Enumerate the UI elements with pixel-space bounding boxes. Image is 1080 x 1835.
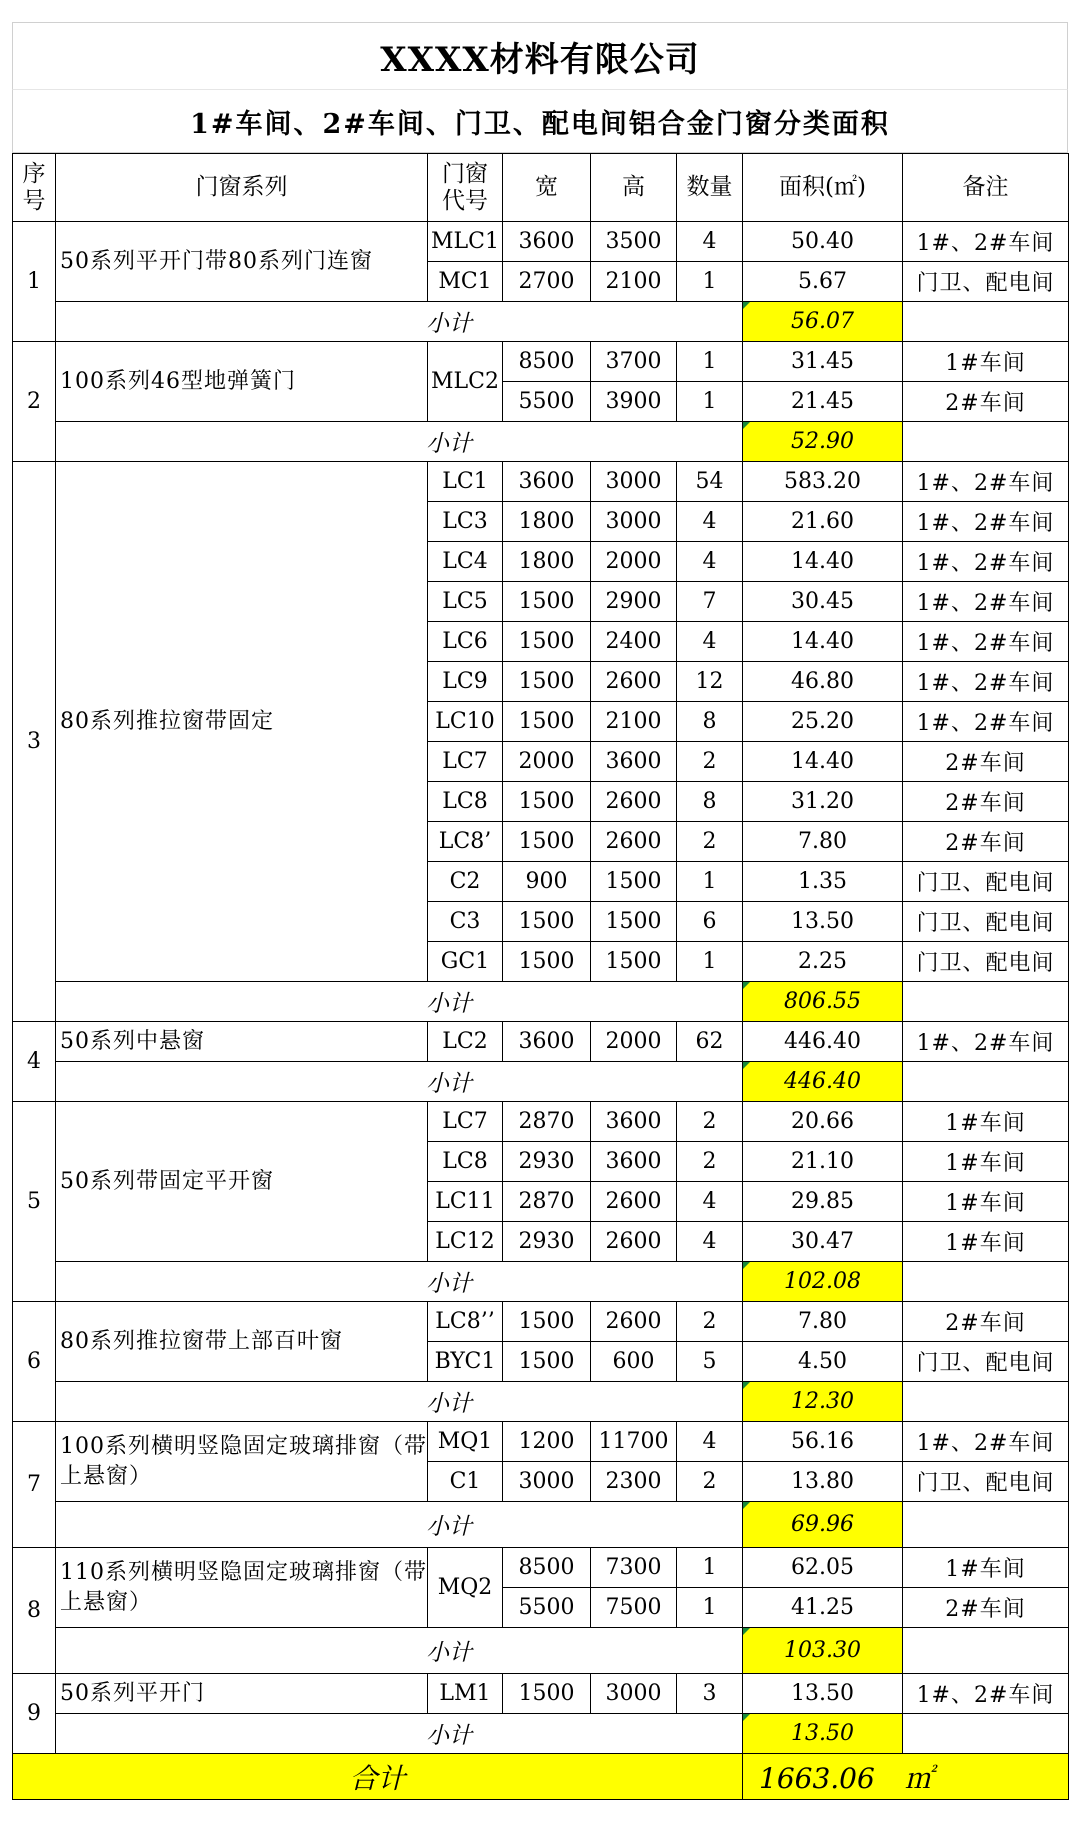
height-cell: 2400: [591, 622, 677, 662]
table-row: [13, 1674, 1069, 1714]
code-cell: LC8: [428, 782, 503, 822]
series-cell: 110系列横明竖隐固定玻璃排窗（带上悬窗）: [56, 1548, 428, 1628]
code-cell: LC5: [428, 582, 503, 622]
width-cell: 3000: [503, 1462, 591, 1502]
subtotal-label-cell: [56, 1628, 743, 1674]
width-cell: 8500: [503, 342, 591, 382]
area-cell: 20.66: [743, 1102, 903, 1142]
code-cell: LC12: [428, 1222, 503, 1262]
header-row: [13, 154, 1069, 222]
height-cell: 2900: [591, 582, 677, 622]
subtotal-value: 12.30: [743, 1382, 903, 1422]
note-cell: 2#车间: [903, 742, 1069, 782]
note-cell: 门卫、配电间: [903, 942, 1069, 982]
qty-cell: 8: [677, 702, 743, 742]
height-cell: 3000: [591, 462, 677, 502]
area-cell: 14.40: [743, 742, 903, 782]
qty-cell: 2: [677, 822, 743, 862]
note-cell: 1#、2#车间: [903, 702, 1069, 742]
subtotal-label: 小计: [426, 991, 472, 1017]
subtotal-value: 102.08: [743, 1262, 903, 1302]
height-cell: 1500: [591, 942, 677, 982]
code-cell: C1: [428, 1462, 503, 1502]
note-cell: 2#车间: [903, 382, 1069, 422]
height-cell: 7300: [591, 1548, 677, 1588]
note-cell: 门卫、配电间: [903, 902, 1069, 942]
header-qty: 数量: [677, 154, 743, 222]
qty-cell: 4: [677, 222, 743, 262]
series-cell: 100系列46型地弹簧门: [56, 342, 428, 422]
height-cell: 2300: [591, 1462, 677, 1502]
subtotal-value: 446.40: [743, 1062, 903, 1102]
area-cell: 1.35: [743, 862, 903, 902]
note-cell: 1#、2#车间: [903, 542, 1069, 582]
width-cell: 1500: [503, 1302, 591, 1342]
code-cell: LC7: [428, 1102, 503, 1142]
width-cell: 3600: [503, 222, 591, 262]
note-cell: 1#车间: [903, 1102, 1069, 1142]
company-title: XXXX材料有限公司: [12, 22, 1068, 89]
note-cell: 1#车间: [903, 1222, 1069, 1262]
subtotal-label: 小计: [426, 431, 472, 457]
qty-cell: 4: [677, 1182, 743, 1222]
height-cell: 3000: [591, 502, 677, 542]
header-height: 高: [591, 154, 677, 222]
series-cell: 50系列平开门: [56, 1674, 428, 1714]
area-cell: 25.20: [743, 702, 903, 742]
subtotal-row: [13, 1714, 1069, 1754]
total-unit: ㎡: [904, 1761, 933, 1795]
subtotal-row: [13, 1062, 1069, 1102]
subtotal-label: 小计: [426, 1391, 472, 1417]
qty-cell: 1: [677, 942, 743, 982]
note-cell: 1#、2#车间: [903, 1022, 1069, 1062]
subtotal-row: [13, 422, 1069, 462]
height-cell: 2600: [591, 1182, 677, 1222]
code-cell: LC4: [428, 542, 503, 582]
code-cell: LC9: [428, 662, 503, 702]
subtotal-label-cell: [56, 1062, 743, 1102]
note-cell: 1#、2#车间: [903, 502, 1069, 542]
code-cell: LC6: [428, 622, 503, 662]
subtotal-label-cell: [56, 422, 743, 462]
height-cell: 1500: [591, 862, 677, 902]
header-code: 门窗代号: [428, 154, 503, 222]
total-value-cell: [743, 1754, 1069, 1800]
note-cell: 1#、2#车间: [903, 582, 1069, 622]
series-cell: 100系列横明竖隐固定玻璃排窗（带上悬窗）: [56, 1422, 428, 1502]
note-cell: 1#车间: [903, 1142, 1069, 1182]
width-cell: 1500: [503, 902, 591, 942]
table-subtitle: 1#车间、2#车间、门卫、配电间铝合金门窗分类面积: [12, 89, 1068, 153]
height-cell: 3900: [591, 382, 677, 422]
width-cell: 2870: [503, 1182, 591, 1222]
area-cell: 2.25: [743, 942, 903, 982]
width-cell: 1500: [503, 622, 591, 662]
note-cell: 门卫、配电间: [903, 1342, 1069, 1382]
area-cell: 4.50: [743, 1342, 903, 1382]
code-cell: MQ1: [428, 1422, 503, 1462]
subtotal-note-cell: [903, 1382, 1069, 1422]
code-cell: GC1: [428, 942, 503, 982]
seq-cell: 4: [13, 1022, 56, 1102]
seq-cell: 3: [13, 462, 56, 1022]
area-cell: 14.40: [743, 622, 903, 662]
area-cell: 21.60: [743, 502, 903, 542]
code-cell: C3: [428, 902, 503, 942]
area-cell: 31.20: [743, 782, 903, 822]
subtotal-label: 小计: [426, 1514, 472, 1540]
area-cell: 13.80: [743, 1462, 903, 1502]
width-cell: 1800: [503, 502, 591, 542]
subtotal-value: 806.55: [743, 982, 903, 1022]
subtotal-row: [13, 1262, 1069, 1302]
width-cell: 8500: [503, 1548, 591, 1588]
subtotal-note-cell: [903, 422, 1069, 462]
seq-cell: 8: [13, 1548, 56, 1674]
seq-cell: 1: [13, 222, 56, 342]
code-cell: LC1: [428, 462, 503, 502]
subtotal-note-cell: [903, 1502, 1069, 1548]
subtotal-label: 小计: [426, 311, 472, 337]
height-cell: 2600: [591, 1222, 677, 1262]
qty-cell: 4: [677, 1422, 743, 1462]
qty-cell: 4: [677, 1222, 743, 1262]
width-cell: 2700: [503, 262, 591, 302]
width-cell: 2000: [503, 742, 591, 782]
header-note: 备注: [903, 154, 1069, 222]
width-cell: 3600: [503, 1022, 591, 1062]
note-cell: 1#、2#车间: [903, 662, 1069, 702]
subtotal-label-cell: [56, 1502, 743, 1548]
series-cell: 50系列中悬窗: [56, 1022, 428, 1062]
subtotal-label: 小计: [426, 1640, 472, 1666]
height-cell: 3700: [591, 342, 677, 382]
subtotal-row: [13, 1382, 1069, 1422]
table-row: [13, 1022, 1069, 1062]
subtotal-row: [13, 302, 1069, 342]
area-cell: 7.80: [743, 1302, 903, 1342]
code-cell: C2: [428, 862, 503, 902]
code-cell: BYC1: [428, 1342, 503, 1382]
subtotal-row: [13, 982, 1069, 1022]
note-cell: 门卫、配电间: [903, 862, 1069, 902]
width-cell: 1500: [503, 1674, 591, 1714]
area-table: [12, 153, 1069, 1800]
area-cell: 41.25: [743, 1588, 903, 1628]
qty-cell: 2: [677, 1102, 743, 1142]
width-cell: 5500: [503, 1588, 591, 1628]
subtotal-label-cell: [56, 1262, 743, 1302]
table-row: [13, 1302, 1069, 1342]
width-cell: 900: [503, 862, 591, 902]
area-cell: 13.50: [743, 1674, 903, 1714]
height-cell: 3000: [591, 1674, 677, 1714]
seq-cell: 5: [13, 1102, 56, 1302]
subtotal-label-cell: [56, 1382, 743, 1422]
note-cell: 1#、2#车间: [903, 1422, 1069, 1462]
qty-cell: 12: [677, 662, 743, 702]
series-cell: 50系列平开门带80系列门连窗: [56, 222, 428, 302]
qty-cell: 1: [677, 1548, 743, 1588]
subtotal-value: 56.07: [743, 302, 903, 342]
width-cell: 3600: [503, 462, 591, 502]
subtotal-label-cell: [56, 982, 743, 1022]
height-cell: 2600: [591, 662, 677, 702]
height-cell: 2000: [591, 542, 677, 582]
height-cell: 2600: [591, 782, 677, 822]
subtotal-label: 小计: [426, 1071, 472, 1097]
qty-cell: 6: [677, 902, 743, 942]
subtotal-label-cell: [56, 1714, 743, 1754]
subtotal-row: [13, 1502, 1069, 1548]
area-cell: 5.67: [743, 262, 903, 302]
table-row: [13, 1422, 1069, 1462]
area-cell: 21.45: [743, 382, 903, 422]
note-cell: 1#车间: [903, 1182, 1069, 1222]
note-cell: 1#、2#车间: [903, 462, 1069, 502]
area-cell: 21.10: [743, 1142, 903, 1182]
code-cell: LC10: [428, 702, 503, 742]
qty-cell: 5: [677, 1342, 743, 1382]
code-cell: LC8: [428, 1142, 503, 1182]
header-area: 面积(㎡): [743, 154, 903, 222]
qty-cell: 4: [677, 622, 743, 662]
area-cell: 50.40: [743, 222, 903, 262]
table-row: [13, 462, 1069, 502]
area-cell: 29.85: [743, 1182, 903, 1222]
area-cell: 46.80: [743, 662, 903, 702]
code-cell: MC1: [428, 262, 503, 302]
qty-cell: 8: [677, 782, 743, 822]
table-row: [13, 342, 1069, 382]
qty-cell: 4: [677, 542, 743, 582]
note-cell: 1#车间: [903, 1548, 1069, 1588]
subtotal-value: 13.50: [743, 1714, 903, 1754]
height-cell: 600: [591, 1342, 677, 1382]
width-cell: 2930: [503, 1142, 591, 1182]
area-cell: 56.16: [743, 1422, 903, 1462]
subtotal-value: 69.96: [743, 1502, 903, 1548]
note-cell: 1#车间: [903, 342, 1069, 382]
note-cell: 1#、2#车间: [903, 1674, 1069, 1714]
area-cell: 30.45: [743, 582, 903, 622]
height-cell: 2100: [591, 262, 677, 302]
subtotal-note-cell: [903, 1262, 1069, 1302]
width-cell: 5500: [503, 382, 591, 422]
width-cell: 1200: [503, 1422, 591, 1462]
header-width: 宽: [503, 154, 591, 222]
qty-cell: 2: [677, 1462, 743, 1502]
height-cell: 3500: [591, 222, 677, 262]
height-cell: 2100: [591, 702, 677, 742]
total-value: 1663.06: [759, 1761, 875, 1795]
seq-cell: 6: [13, 1302, 56, 1422]
width-cell: 1500: [503, 1342, 591, 1382]
series-cell: 80系列推拉窗带固定: [56, 462, 428, 982]
code-cell: LM1: [428, 1674, 503, 1714]
area-cell: 31.45: [743, 342, 903, 382]
table-row: [13, 1548, 1069, 1588]
qty-cell: 62: [677, 1022, 743, 1062]
height-cell: 1500: [591, 902, 677, 942]
width-cell: 1800: [503, 542, 591, 582]
qty-cell: 1: [677, 862, 743, 902]
subtotal-note-cell: [903, 1714, 1069, 1754]
total-row: [13, 1754, 1069, 1800]
qty-cell: 2: [677, 1142, 743, 1182]
code-cell: LC3: [428, 502, 503, 542]
subtotal-note-cell: [903, 302, 1069, 342]
total-label: 合计: [13, 1754, 743, 1800]
qty-cell: 7: [677, 582, 743, 622]
area-cell: 30.47: [743, 1222, 903, 1262]
code-cell: MQ2: [428, 1548, 503, 1628]
subtotal-label-cell: [56, 302, 743, 342]
code-cell: LC8’: [428, 822, 503, 862]
width-cell: 2930: [503, 1222, 591, 1262]
height-cell: 2000: [591, 1022, 677, 1062]
table-body: [13, 222, 1069, 1754]
note-cell: 2#车间: [903, 782, 1069, 822]
qty-cell: 2: [677, 742, 743, 782]
area-cell: 446.40: [743, 1022, 903, 1062]
width-cell: 1500: [503, 582, 591, 622]
height-cell: 3600: [591, 1102, 677, 1142]
note-cell: 门卫、配电间: [903, 1462, 1069, 1502]
area-cell: 7.80: [743, 822, 903, 862]
width-cell: 1500: [503, 662, 591, 702]
note-cell: 2#车间: [903, 1302, 1069, 1342]
series-cell: 50系列带固定平开窗: [56, 1102, 428, 1262]
qty-cell: 1: [677, 382, 743, 422]
height-cell: 2600: [591, 1302, 677, 1342]
height-cell: 7500: [591, 1588, 677, 1628]
qty-cell: 1: [677, 342, 743, 382]
subtotal-value: 52.90: [743, 422, 903, 462]
width-cell: 2870: [503, 1102, 591, 1142]
height-cell: 11700: [591, 1422, 677, 1462]
note-cell: 1#、2#车间: [903, 222, 1069, 262]
height-cell: 3600: [591, 1142, 677, 1182]
code-cell: LC11: [428, 1182, 503, 1222]
subtotal-value: 103.30: [743, 1628, 903, 1674]
note-cell: 门卫、配电间: [903, 262, 1069, 302]
series-cell: 80系列推拉窗带上部百叶窗: [56, 1302, 428, 1382]
code-cell: MLC2: [428, 342, 503, 422]
code-cell: LC8’’: [428, 1302, 503, 1342]
width-cell: 1500: [503, 702, 591, 742]
qty-cell: 3: [677, 1674, 743, 1714]
spreadsheet: [12, 22, 1068, 1800]
note-cell: 2#车间: [903, 822, 1069, 862]
qty-cell: 1: [677, 262, 743, 302]
width-cell: 1500: [503, 822, 591, 862]
height-cell: 2600: [591, 822, 677, 862]
table-row: [13, 1102, 1069, 1142]
seq-cell: 7: [13, 1422, 56, 1548]
width-cell: 1500: [503, 782, 591, 822]
area-cell: 13.50: [743, 902, 903, 942]
header-series: 门窗系列: [56, 154, 428, 222]
header-seq: 序号: [13, 154, 56, 222]
seq-cell: 9: [13, 1674, 56, 1754]
width-cell: 1500: [503, 942, 591, 982]
note-cell: 1#、2#车间: [903, 622, 1069, 662]
subtotal-note-cell: [903, 982, 1069, 1022]
subtotal-row: [13, 1628, 1069, 1674]
area-cell: 583.20: [743, 462, 903, 502]
subtotal-label: 小计: [426, 1271, 472, 1297]
note-cell: 2#车间: [903, 1588, 1069, 1628]
qty-cell: 1: [677, 1588, 743, 1628]
qty-cell: 2: [677, 1302, 743, 1342]
area-cell: 14.40: [743, 542, 903, 582]
qty-cell: 4: [677, 502, 743, 542]
code-cell: MLC1: [428, 222, 503, 262]
subtotal-note-cell: [903, 1628, 1069, 1674]
area-cell: 62.05: [743, 1548, 903, 1588]
code-cell: LC2: [428, 1022, 503, 1062]
subtotal-note-cell: [903, 1062, 1069, 1102]
seq-cell: 2: [13, 342, 56, 462]
subtotal-label: 小计: [426, 1723, 472, 1749]
code-cell: LC7: [428, 742, 503, 782]
height-cell: 3600: [591, 742, 677, 782]
qty-cell: 54: [677, 462, 743, 502]
table-row: [13, 222, 1069, 262]
